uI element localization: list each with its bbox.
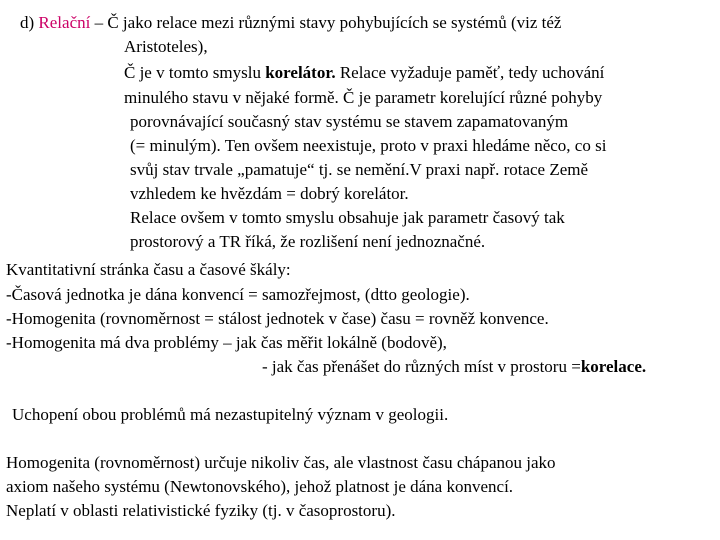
quant-line-4: -Homogenita má dva problémy – jak čas měřit lokálně (bodově),: [6, 333, 447, 352]
section-d-line-3-post: Relace vyžaduje paměť, tedy uchování: [335, 63, 605, 82]
quant-line-3: -Homogenita (rovnoměrnost = stálost jednotek v čase) času = rovněž konvence.: [6, 309, 549, 328]
quant-line-2: -Časová jednotka je dána konvencí = samozřejmost, (dtto geologie).: [6, 285, 470, 304]
section-d-line-3-pre: Č je v tomto smyslu: [124, 63, 266, 82]
section-d-line-3: [124, 61, 604, 85]
section-d-line-1: [20, 11, 561, 35]
homogeneity-line-3: Neplatí v oblasti relativistické fyziky (tj. v časoprostoru).: [6, 501, 396, 520]
section-d-line-9: Relace ovšem v tomto smyslu obsahuje jak parametr časový tak: [130, 208, 565, 227]
quant-line-5: [262, 355, 646, 379]
section-d-line-7: svůj stav trvale „pamatuje“ tj. se nemění.V praxi např. rotace Země: [130, 160, 589, 179]
section-d-line-10: prostorový a TR říká, že rozlišení není jednoznačné.: [130, 232, 486, 251]
homogeneity-line-1: Homogenita (rovnoměrnost) určuje nikoliv čas, ale vlastnost času chápanou jako: [6, 453, 556, 472]
quant-line-5-bold: korelace.: [580, 357, 647, 376]
section-d-line-2: Aristoteles),: [124, 37, 208, 56]
section-d-line-8: vzhledem ke hvězdám = dobrý korelátor.: [130, 184, 409, 203]
section-d-term: Relační: [38, 13, 91, 32]
understanding-line: Uchopení obou problémů má nezastupitelný význam v geologii.: [12, 405, 449, 424]
section-d-prefix: d): [20, 13, 39, 32]
homogeneity-line-2: axiom našeho systému (Newtonovského), jehož platnost je dána konvencí.: [6, 477, 514, 496]
section-d-line-5: porovnávající současný stav systému se stavem zapamatovaným: [130, 112, 569, 131]
section-d-line-4: minulého stavu v nějaké formě. Č je parametr korelující různé pohyby: [124, 88, 603, 107]
section-d-line-6: (= minulým). Ten ovšem neexistuje, proto v praxi hledáme něco, co si: [130, 136, 607, 155]
quant-heading: Kvantitativní stránka času a časové škály:: [6, 260, 291, 279]
section-d-line-1-rest: – Č jako relace mezi různými stavy pohybujících se systémů (viz též: [90, 13, 562, 32]
section-d-line-3-bold: korelátor.: [265, 63, 336, 82]
quant-line-5-pre: - jak čas přenášet do různých míst v prostoru =: [262, 357, 581, 376]
